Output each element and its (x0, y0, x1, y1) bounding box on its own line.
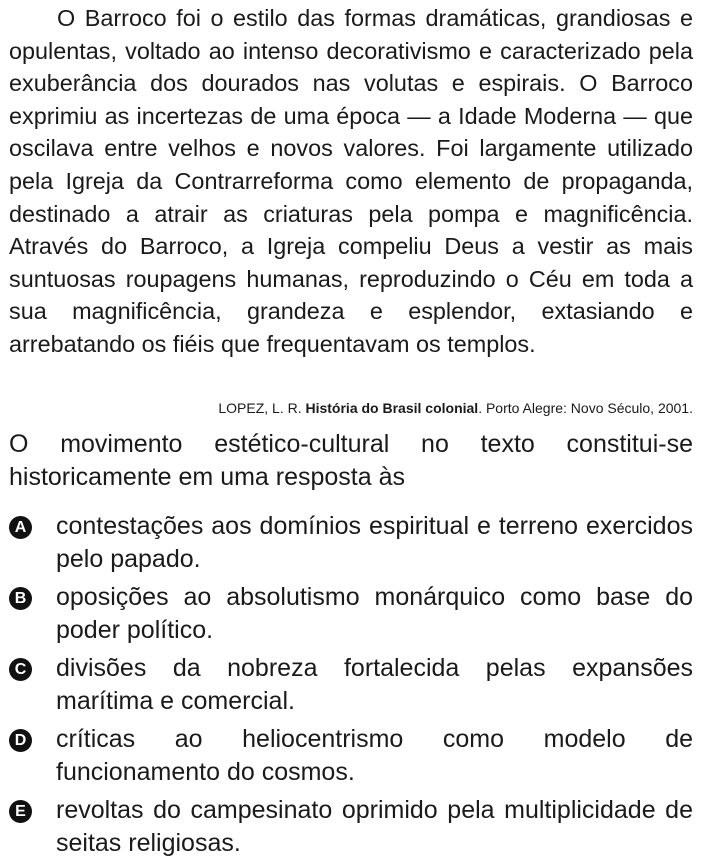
alternative-letter-b: B (9, 587, 32, 610)
alternative-text-a: contestações aos domínios espiritual e terreno exercidos pelo papado. (56, 512, 693, 573)
citation (9, 398, 693, 418)
alternative-a[interactable] (9, 510, 693, 576)
alternative-e[interactable] (9, 794, 693, 860)
alternative-letter-a: A (9, 516, 32, 539)
passage-text: O Barroco foi o estilo das formas dramáticas, grandiosas e opulentas, voltado ao intenso decorativismo e caracterizado pela exuberância dos dourados nas volutas e espirais. O Barroco exprimiu as incertezas de uma época — a Idade Moderna — que oscilava entre velhos e novos valores. Foi largamente utilizado pela Igreja da Contrarreforma como elemento de propaganda, destinado a atrair as criaturas pela pompa e magnificência. Através do Barroco, a Igreja compeliu Deus a vestir as mais suntuosas roupagens humanas, reproduzindo o Céu em toda a sua magnificência, grandeza e esplendor, extasiando e arrebatando os fiéis que frequentavam os templos. (9, 5, 693, 357)
citation-author: LOPEZ, L. R. (218, 400, 306, 416)
question-stem: O movimento estético-cultural no texto constitui-se historicamente em uma resposta às (9, 430, 693, 491)
alternative-text-b: oposições ao absolutismo monárquico como base do poder político. (56, 583, 693, 644)
alternative-letter-d: D (9, 729, 32, 752)
alternative-text-c: divisões da nobreza fortalecida pelas expansões marítima e comercial. (56, 654, 693, 715)
citation-publisher: . Porto Alegre: Novo Século, 2001. (478, 400, 693, 416)
citation-title: História do Brasil colonial (305, 400, 479, 416)
alternative-b[interactable] (9, 581, 693, 647)
alternative-c[interactable] (9, 652, 693, 718)
alternative-letter-c: C (9, 658, 32, 681)
alternative-text-d: críticas ao heliocentrismo como modelo de funcionamento do cosmos. (56, 725, 693, 786)
alternatives-list (9, 510, 693, 865)
alternative-text-e: revoltas do campesinato oprimido pela multiplicidade de seitas religiosas. (56, 796, 693, 857)
alternative-d[interactable] (9, 723, 693, 789)
alternative-letter-e: E (9, 800, 32, 823)
